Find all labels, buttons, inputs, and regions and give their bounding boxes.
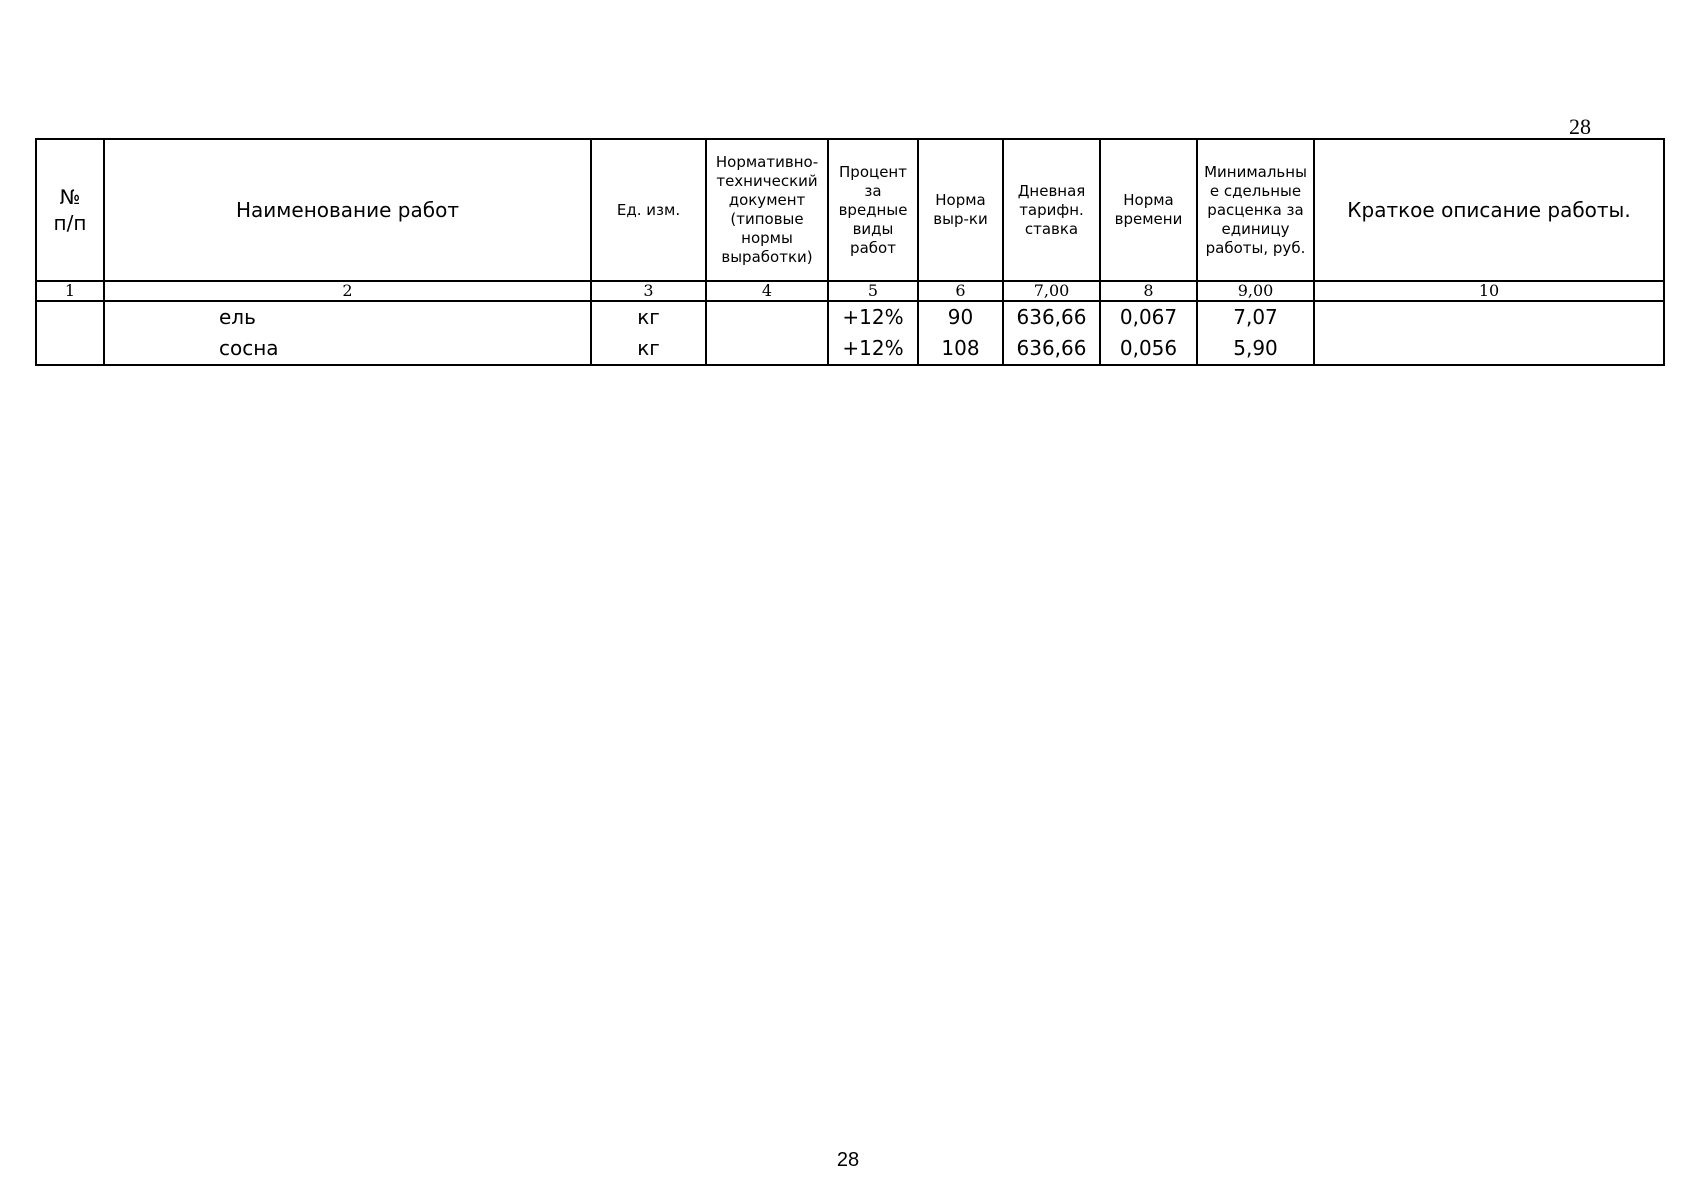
- header-num: № п/п: [36, 139, 104, 281]
- column-number: 6: [918, 281, 1003, 301]
- column-number: 2: [104, 281, 591, 301]
- header-name: Наименование работ: [104, 139, 591, 281]
- row-daily-rate: 636,66: [1003, 333, 1100, 365]
- row-num: [36, 301, 104, 333]
- row-norm-time: 0,056: [1100, 333, 1197, 365]
- column-number: 8: [1100, 281, 1197, 301]
- row-percent: +12%: [828, 333, 918, 365]
- header-description: Краткое описание работы.: [1314, 139, 1664, 281]
- row-min-rate: 5,90: [1197, 333, 1314, 365]
- row-unit: кг: [591, 333, 706, 365]
- column-number: 1: [36, 281, 104, 301]
- row-unit: кг: [591, 301, 706, 333]
- column-number: 9,00: [1197, 281, 1314, 301]
- norms-table: [35, 138, 1665, 366]
- column-number: 5: [828, 281, 918, 301]
- header-percent: Процент за вредные виды работ: [828, 139, 918, 281]
- table-row: [36, 301, 1664, 333]
- column-number: 3: [591, 281, 706, 301]
- row-norm-time: 0,067: [1100, 301, 1197, 333]
- header-daily-rate: Дневная тарифн. ставка: [1003, 139, 1100, 281]
- row-num: [36, 333, 104, 365]
- page-number-top: 28: [1569, 114, 1591, 139]
- header-norm-time: Норма времени: [1100, 139, 1197, 281]
- column-number: 10: [1314, 281, 1664, 301]
- row-daily-rate: 636,66: [1003, 301, 1100, 333]
- row-doc: [706, 333, 828, 365]
- header-row: [36, 139, 1664, 281]
- row-description: [1314, 301, 1664, 333]
- column-number: 4: [706, 281, 828, 301]
- header-document: Нормативно- технический документ (типовые нормы выработки): [706, 139, 828, 281]
- row-name: ель: [104, 301, 591, 333]
- header-min-rate: Минимальны е сдельные расценка за единицу работы, руб.: [1197, 139, 1314, 281]
- row-norm-output: 90: [918, 301, 1003, 333]
- row-name: сосна: [104, 333, 591, 365]
- row-min-rate: 7,07: [1197, 301, 1314, 333]
- row-description: [1314, 333, 1664, 365]
- row-doc: [706, 301, 828, 333]
- table-row: [36, 333, 1664, 365]
- column-number: 7,00: [1003, 281, 1100, 301]
- page-number-bottom: 28: [836, 1149, 860, 1171]
- row-norm-output: 108: [918, 333, 1003, 365]
- row-percent: +12%: [828, 301, 918, 333]
- column-number-row: [36, 281, 1664, 301]
- header-norm-output: Норма выр-ки: [918, 139, 1003, 281]
- header-unit: Ед. изм.: [591, 139, 706, 281]
